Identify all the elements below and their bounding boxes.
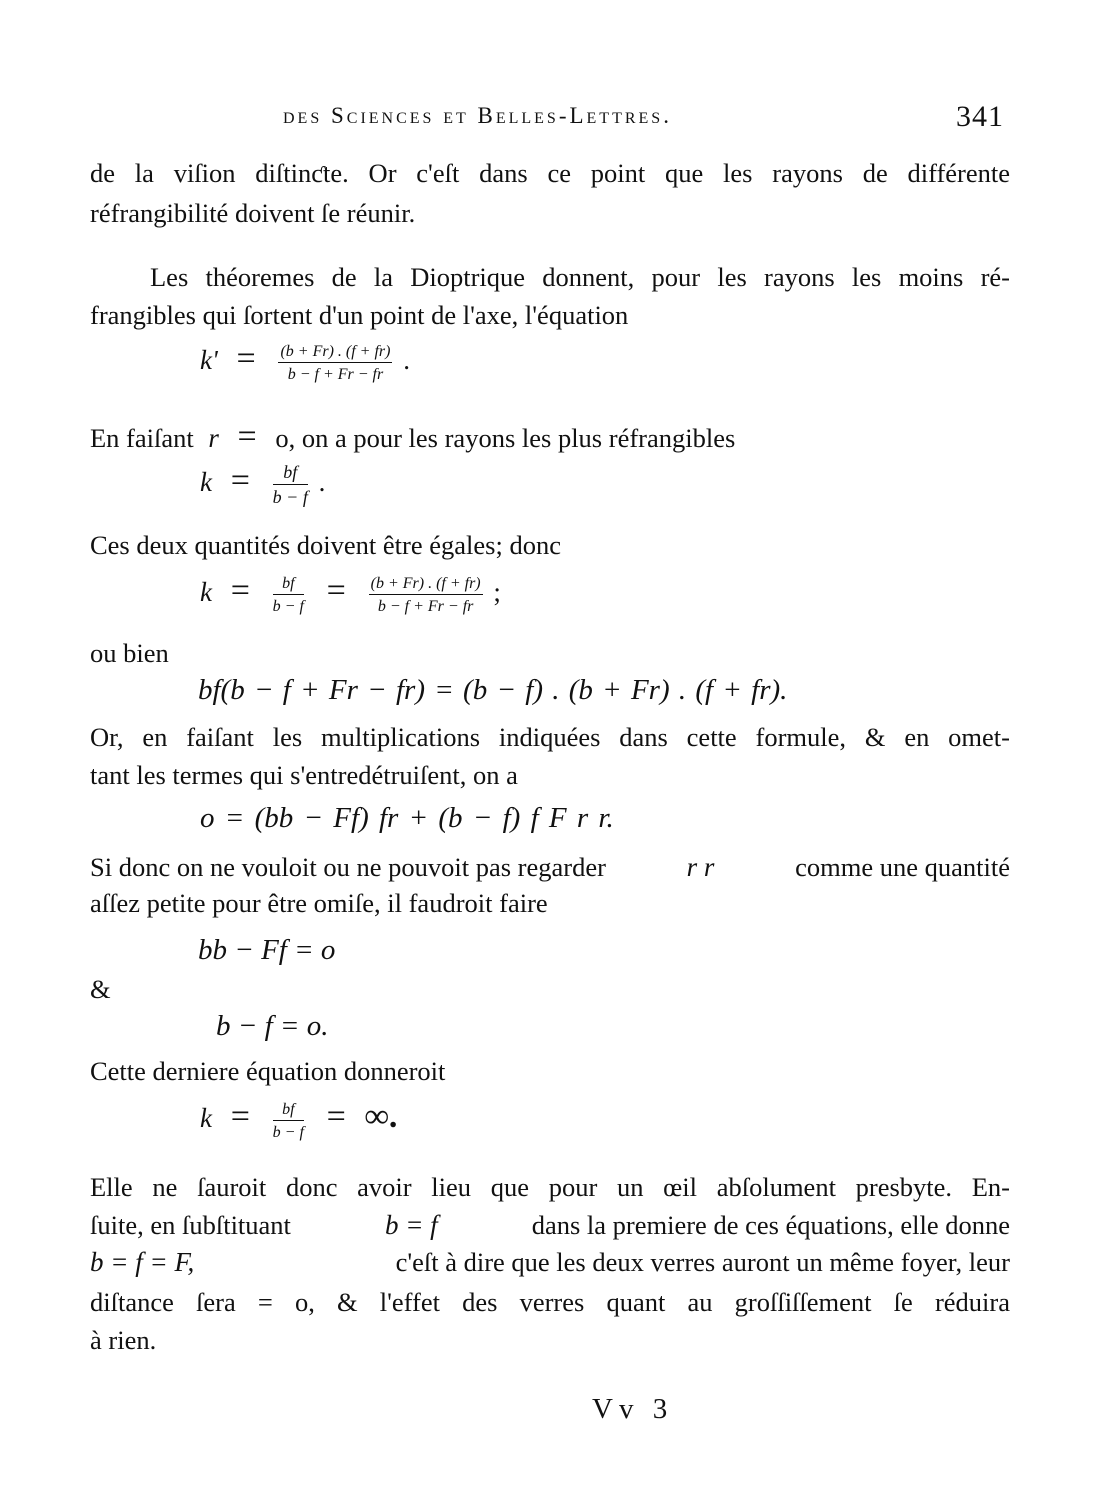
paragraph-9-line-3-suffix: c'eſt à dire que les deux verres auront un même foyer, leur <box>395 1247 1010 1277</box>
running-header: des Sciences et Belles-Lettres. <box>283 103 672 128</box>
eq1-lhs: k' <box>200 345 218 375</box>
equation-3 <box>200 572 501 616</box>
paragraph-8: Cette derniere équation donneroit <box>90 1056 446 1086</box>
page-number: 341 <box>956 100 1004 133</box>
paragraph-4: Ces deux quantités doivent être égales; donc <box>90 530 561 560</box>
paragraph-7-variable: r r <box>686 852 715 882</box>
eq2-end: . <box>318 467 326 498</box>
equation-5: o = (bb − Ff) fr + (b − f) f F r r. <box>200 802 614 834</box>
eq3-fraction-1 <box>273 574 304 616</box>
eq8-lhs: k <box>200 1103 212 1133</box>
eq1-equals: = <box>236 340 256 377</box>
paragraph-2-line-2: frangibles qui ſortent d'un point de l'axe, l'équation <box>90 300 629 330</box>
eq3-lhs: k <box>200 577 212 607</box>
eq1-fraction <box>278 342 392 384</box>
equation-6: bb − Ff = o <box>198 934 336 966</box>
paragraph-1-line-1: de la viſion diſtinƈte. Or c'eſt dans ce point que les rayons de différente <box>90 158 1010 188</box>
equation-4: bf(b − f + Fr − fr) = (b − f) . (b + Fr) . (f + fr). <box>198 674 788 706</box>
eq1-numerator: (b + Fr) . (f + fr) <box>278 342 392 363</box>
paragraph-1-line-2: réfrangibilité doivent ſe réunir. <box>90 198 416 228</box>
equation-1 <box>200 340 410 384</box>
eq1-end: . <box>403 345 410 375</box>
eq1-denominator: b − f + Fr − fr <box>287 365 384 383</box>
equation-7: b − f = o. <box>216 1010 329 1042</box>
paragraph-7-prefix: Si donc on ne vouloit ou ne pouvoit pas regarder <box>90 852 606 882</box>
eq2-denominator: b − f <box>272 487 308 507</box>
paragraph-5: ou bien <box>90 638 169 668</box>
paragraph-3 <box>90 418 735 456</box>
eq3-fraction-2 <box>369 574 483 616</box>
eq8-equals-2: = <box>326 1098 346 1135</box>
paragraph-9-line-2-suffix: dans la premiere de ces équations, elle donne <box>531 1210 1010 1240</box>
equation-8 <box>200 1098 397 1142</box>
eq3-numerator-2: (b + Fr) . (f + fr) <box>369 574 483 595</box>
paragraph-7-line-2: aſſez petite pour être omiſe, il faudroit faire <box>90 888 548 918</box>
eq8-denominator: b − f <box>272 1123 304 1141</box>
paragraph-9-line-3 <box>90 1247 1010 1278</box>
eq3-equals: = <box>230 572 250 609</box>
paragraph-6-line-1: Or, en faiſant les multiplications indiquées dans cette formule, & en omet- <box>90 722 1010 752</box>
paragraph-9-line-2 <box>90 1210 1010 1241</box>
eq3-end: ; <box>493 577 501 607</box>
paragraph-9-line-4: diſtance ſera = o, & l'effet des verres quant au groſſiſſement ſe réduira <box>90 1287 1010 1317</box>
eq3-denominator-1: b − f <box>272 597 304 615</box>
paragraph-3-equals: = <box>237 418 257 455</box>
eq3-equals-2: = <box>326 572 346 609</box>
eq8-numerator: bf <box>273 1100 304 1121</box>
ampersand: & <box>90 974 111 1004</box>
paragraph-2-line-1: Les théoremes de la Dioptrique donnent, pour les rayons les moins ré- <box>150 262 1010 292</box>
signature-mark: Vv 3 <box>592 1393 674 1425</box>
equation-2 <box>200 462 325 508</box>
eq2-lhs: k <box>200 467 212 498</box>
paragraph-7-suffix: comme une quantité <box>795 852 1010 882</box>
eq3-denominator-2: b − f + Fr − fr <box>377 597 474 615</box>
paragraph-3-variable: r <box>208 423 219 453</box>
paragraph-9-line-3-math: b = f = F, <box>90 1247 195 1277</box>
paragraph-9-line-5: à rien. <box>90 1325 157 1355</box>
eq3-numerator-1: bf <box>273 574 304 595</box>
paragraph-9-line-1: Elle ne ſauroit donc avoir lieu que pour un œil abſolument presbyte. En- <box>90 1172 1010 1202</box>
eq8-infinity: ∞. <box>364 1098 398 1135</box>
paragraph-7-line-1 <box>90 852 1010 883</box>
eq2-fraction <box>273 462 308 508</box>
eq8-fraction <box>273 1100 304 1142</box>
paragraph-3-suffix: on a pour les rayons les plus réfrangibles <box>301 423 736 453</box>
eq2-numerator: bf <box>273 462 308 485</box>
paragraph-9-line-2-math: b = f <box>384 1210 438 1240</box>
paragraph-3-prefix: En faiſant <box>90 423 194 453</box>
eq8-equals: = <box>230 1098 250 1135</box>
paragraph-6-line-2: tant les termes qui s'entredétruiſent, on a <box>90 760 518 790</box>
paragraph-9-line-2-prefix: ſuite, en ſubſtituant <box>90 1210 291 1240</box>
eq2-equals: = <box>230 462 250 500</box>
paragraph-3-zero: o, <box>275 423 296 453</box>
